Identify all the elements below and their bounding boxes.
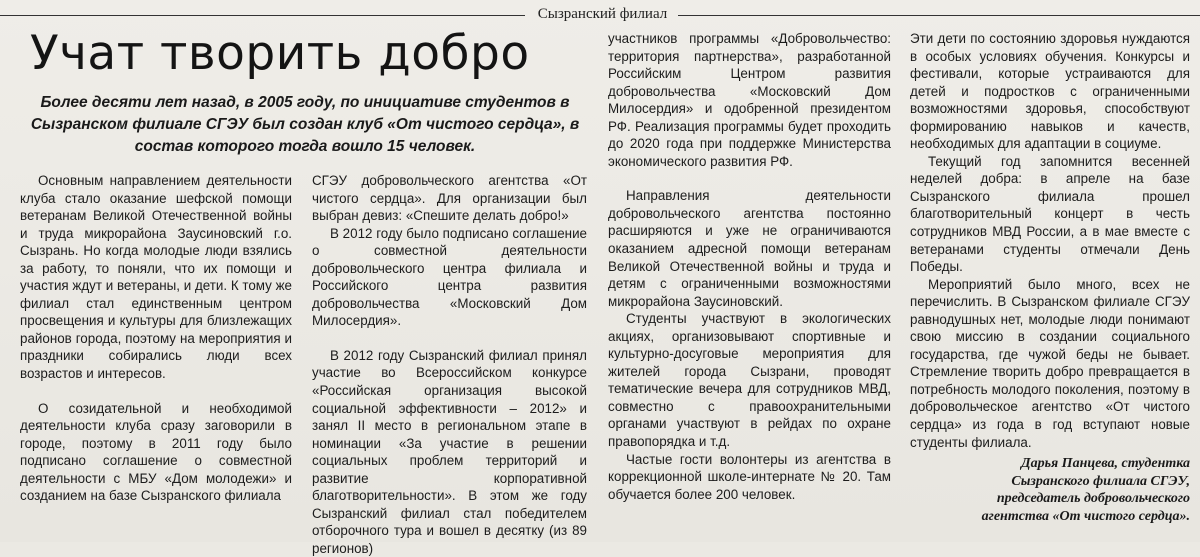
paragraph: Мероприятий было много, всех не перечислить. В Сызранском филиале СГЭУ равнодушных нет, молодые люди понимают свою миссию в создании социального государства, где чужой беды не бывает. Стремление творить добро превращается в потребность молодого поколения, поэтому в добровольческое агентство «От чистого сердца» из года в год вступают новые студенты филиала.	[910, 276, 1190, 450]
article-column-4	[910, 30, 1190, 525]
paragraph: СГЭУ добровольческого агентства «От чистого сердца». Для организации был выбран девиз: «Спешите делать добро!»	[312, 173, 587, 224]
paragraph: Студенты участвуют в экологических акциях, организовывают спортивные и культурно-досуговые мероприятия для жителей города Сызрани, проводят тематические вечера для сотрудников МВД, совместно с правоохранительными органами участвуют в рейдах по охране правопорядка и т.д.	[608, 311, 891, 450]
section-rule-right	[678, 15, 1200, 16]
paragraph: В 2012 году Сызранский филиал принял участие во Всероссийском конкурсе «Российская организация высокой социальной эффективности – 2012» и занял II место в региональном этапе в номинации «За участие в решении социальных проблем территорий и развитие корпоративной благотворительности». В этом же году Сызранский филиал стал победителем отборочного тура и вошел в десятку (из 89 регионов)	[312, 347, 587, 556]
paragraph: Частые гости волонтеры из агентства в коррекционной школе-интернате № 20. Там обучается более 200 человек.	[608, 451, 891, 502]
paragraph: Эти дети по состоянию здоровья нуждаются в особых условиях обучения. Конкурсы и фестивали, которые устраиваются для детей и подростков с ограниченными возможностями здоровья, способствуют формированию навыков и качеств, необходимых для адаптации в социуме.	[910, 31, 1190, 152]
paragraph: В 2012 году было подписано соглашение о совместной деятельности добровольческого центра филиала и Российского центра развития добровольчества «Московский Дом Милосердия».	[312, 225, 587, 329]
section-label: Сызранский филиал	[537, 6, 668, 22]
paragraph: Текущий год запомнится весенней неделей добра: в апреле на базе Сызранского филиала прошел благотворительный концерт в честь сотрудников МВД России, а в мае вместе с ветеранами студенты отмечали День Победы.	[910, 153, 1190, 275]
paragraph: Основным направлением деятельности клуба стало оказание шефской помощи ветеранам Великой Отечественной войны и труда микрорайона Заусиновский г.о. Сызрань. Но когда молодые люди взялись за работу, то поняли, что их помощи и участия ждут и ветераны, и дети. К тому же филиал стал единственным центром просвещения и культуры для близлежащих районов города, поэтому на мероприятия и праздники собирались люди всех возрастов и интересов.	[20, 173, 292, 382]
signature-line: агентства «От чистого сердца».	[981, 508, 1190, 524]
article-column-3	[608, 30, 891, 503]
signature-line: Дарья Панцева, студентка	[1021, 456, 1190, 472]
signature-line: Сызранского филиала СГЭУ,	[1011, 473, 1190, 489]
section-rule-left	[0, 15, 525, 16]
paragraph: Направления деятельности добровольческого агентства постоянно расширяются и уже не ограничиваются оказанием адресной помощи ветеранам Великой Отечественной войны и труда и детям с ограниченными возможностями микрорайона Заусиновский.	[608, 188, 891, 309]
article-column-2	[312, 172, 587, 557]
paragraph: О созидательной и необходимой деятельности клуба сразу заговорили в городе, поэтому в 2011 году было подписано соглашение о совместной деятельности с МБУ «Дом молодежи» и созданием на базе Сызранского филиала	[20, 400, 292, 504]
author-signature	[910, 455, 1190, 525]
signature-line: председатель добровольческого	[996, 491, 1190, 507]
article-title: Учат творить добро	[30, 26, 530, 81]
paragraph: участников программы «Добровольчество: территория партнерства», разработанной Российским Центром развития добровольчества «Московский Дом Милосердия» и одобренной президентом РФ. Реализация программы будет проходить до 2020 года при поддержке Министерства экономического развития РФ.	[608, 31, 891, 169]
article-column-1	[20, 172, 292, 505]
article-lead: Более десяти лет назад, в 2005 году, по инициативе студентов в Сызранском филиале СГЭУ был создан клуб «От чистого сердца», в состав которого тогда вошло 15 человек.	[30, 94, 580, 155]
